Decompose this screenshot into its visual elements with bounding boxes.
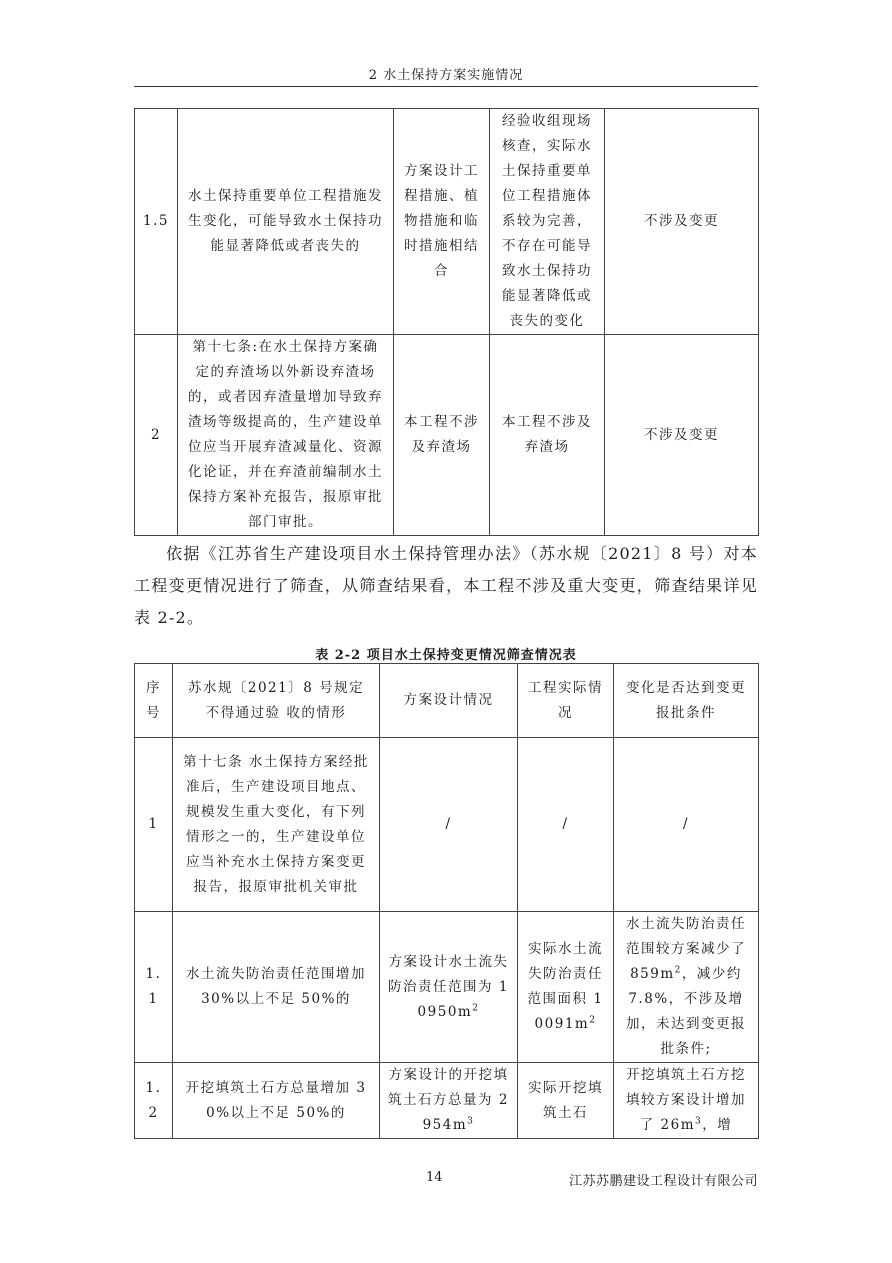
- row-number: 1: [135, 738, 173, 912]
- row-number: 1.1: [135, 912, 173, 1063]
- table-row: [135, 738, 759, 912]
- company-name: 江苏苏鹏建设工程设计有限公司: [568, 1174, 758, 1189]
- row-number: 1.2: [135, 1063, 173, 1139]
- design-cell: 本工程不涉及弃渣场: [394, 335, 490, 536]
- change-screening-table: [134, 663, 759, 1139]
- result-cell: [614, 1063, 759, 1139]
- header-design: 方案设计情况: [380, 664, 518, 738]
- rule-cell: 水土流失防治责任范围增加 30%以上不足 50%的: [173, 912, 380, 1063]
- actual-cell: 本工程不涉及弃渣场: [490, 335, 605, 536]
- unit-superscript: 2: [674, 965, 682, 976]
- body-paragraph: 依据《江苏省生产建设项目水土保持管理办法》（苏水规〔2021〕8 号）对本工程变更情况进行了筛查，从筛查结果看，本工程不涉及重大变更，筛查结果详见表 2-2。: [134, 544, 758, 627]
- running-header: 2 水土保持方案实施情况: [368, 68, 524, 83]
- actual-cell: [518, 912, 614, 1063]
- rule-cell: 开挖填筑土石方总量增加 30%以上不足 50%的: [173, 1063, 380, 1139]
- table-caption: 表 2-2 项目水土保持变更情况筛查情况表: [315, 648, 577, 663]
- table-row: [135, 1063, 759, 1139]
- result-text-tail: ，增: [702, 1117, 733, 1133]
- header-divider: [134, 86, 758, 87]
- design-cell: [380, 912, 518, 1063]
- header-actual: 工程实际情况: [518, 664, 614, 738]
- unit-superscript: 2: [472, 1003, 480, 1013]
- unit-superscript: 2: [589, 1015, 597, 1026]
- rule-cell: 第十七条 水土保持方案经批准后，生产建设项目地点、规模发生重大变化，有下列情形之一的，生产建设单位应当补充水土保持方案变更报告，报原审批机关审批: [173, 738, 380, 912]
- table-row: [135, 912, 759, 1063]
- actual-cell: 经验收组现场核查，实际水土保持重要单位工程措施体系较为完善，不存在可能导致水土保持功能显著降低或丧失的变化: [490, 109, 605, 335]
- unit-superscript: 3: [695, 1116, 703, 1127]
- table-header-row: [135, 664, 759, 738]
- result-text: 开挖填筑土石方挖填较方案设计增加了 26m: [626, 1067, 746, 1133]
- table-row: [135, 335, 759, 536]
- result-cell: 不涉及变更: [605, 109, 759, 335]
- rule-cell: 第十七条:在水土保持方案确定的弃渣场以外新设弃渣场的，或者因弃渣量增加导致弃渣场等级提高的，生产建设单位应当开展弃渣减量化、资源化论证，并在弃渣前编制水土保持方案补充报告，报原审批部门审批。: [178, 335, 394, 536]
- unit-superscript: 3: [467, 1116, 475, 1127]
- screening-table-continued: [134, 108, 759, 536]
- result-cell: 不涉及变更: [605, 335, 759, 536]
- page-number: 14: [426, 1170, 443, 1185]
- design-text: 方案设计水土流失防治责任范围为 10950m: [388, 953, 509, 1020]
- design-cell: /: [380, 738, 518, 912]
- header-rule: 苏水规〔2021〕8 号规定不得通过验 收的情形: [173, 664, 380, 738]
- result-cell: [614, 912, 759, 1063]
- result-cell: /: [614, 738, 759, 912]
- result-text: 水土流失防治责任范围较方案减少了 859m: [626, 916, 746, 982]
- result-text-tail: ，减少约 7.8%，不涉及增加，未达到变更报批条件;: [626, 966, 746, 1057]
- header-result: 变化是否达到变更报批条件: [614, 664, 759, 738]
- actual-cell: 实际开挖填筑土石: [518, 1063, 614, 1139]
- header-no: 序号: [135, 664, 173, 738]
- design-cell: 方案设计工程措施、植物措施和临时措施相结合: [394, 109, 490, 335]
- actual-text: 实际水土流失防治责任范围面积 10091m: [527, 941, 604, 1032]
- row-number: 1.5: [135, 109, 178, 335]
- rule-cell: 水土保持重要单位工程措施发生变化，可能导致水土保持功能显著降低或者丧失的: [178, 109, 394, 335]
- design-cell: [380, 1063, 518, 1139]
- design-text: 方案设计的开挖填筑土石方总量为 2954m: [388, 1067, 509, 1133]
- row-number: 2: [135, 335, 178, 536]
- table-row: [135, 109, 759, 335]
- actual-cell: /: [518, 738, 614, 912]
